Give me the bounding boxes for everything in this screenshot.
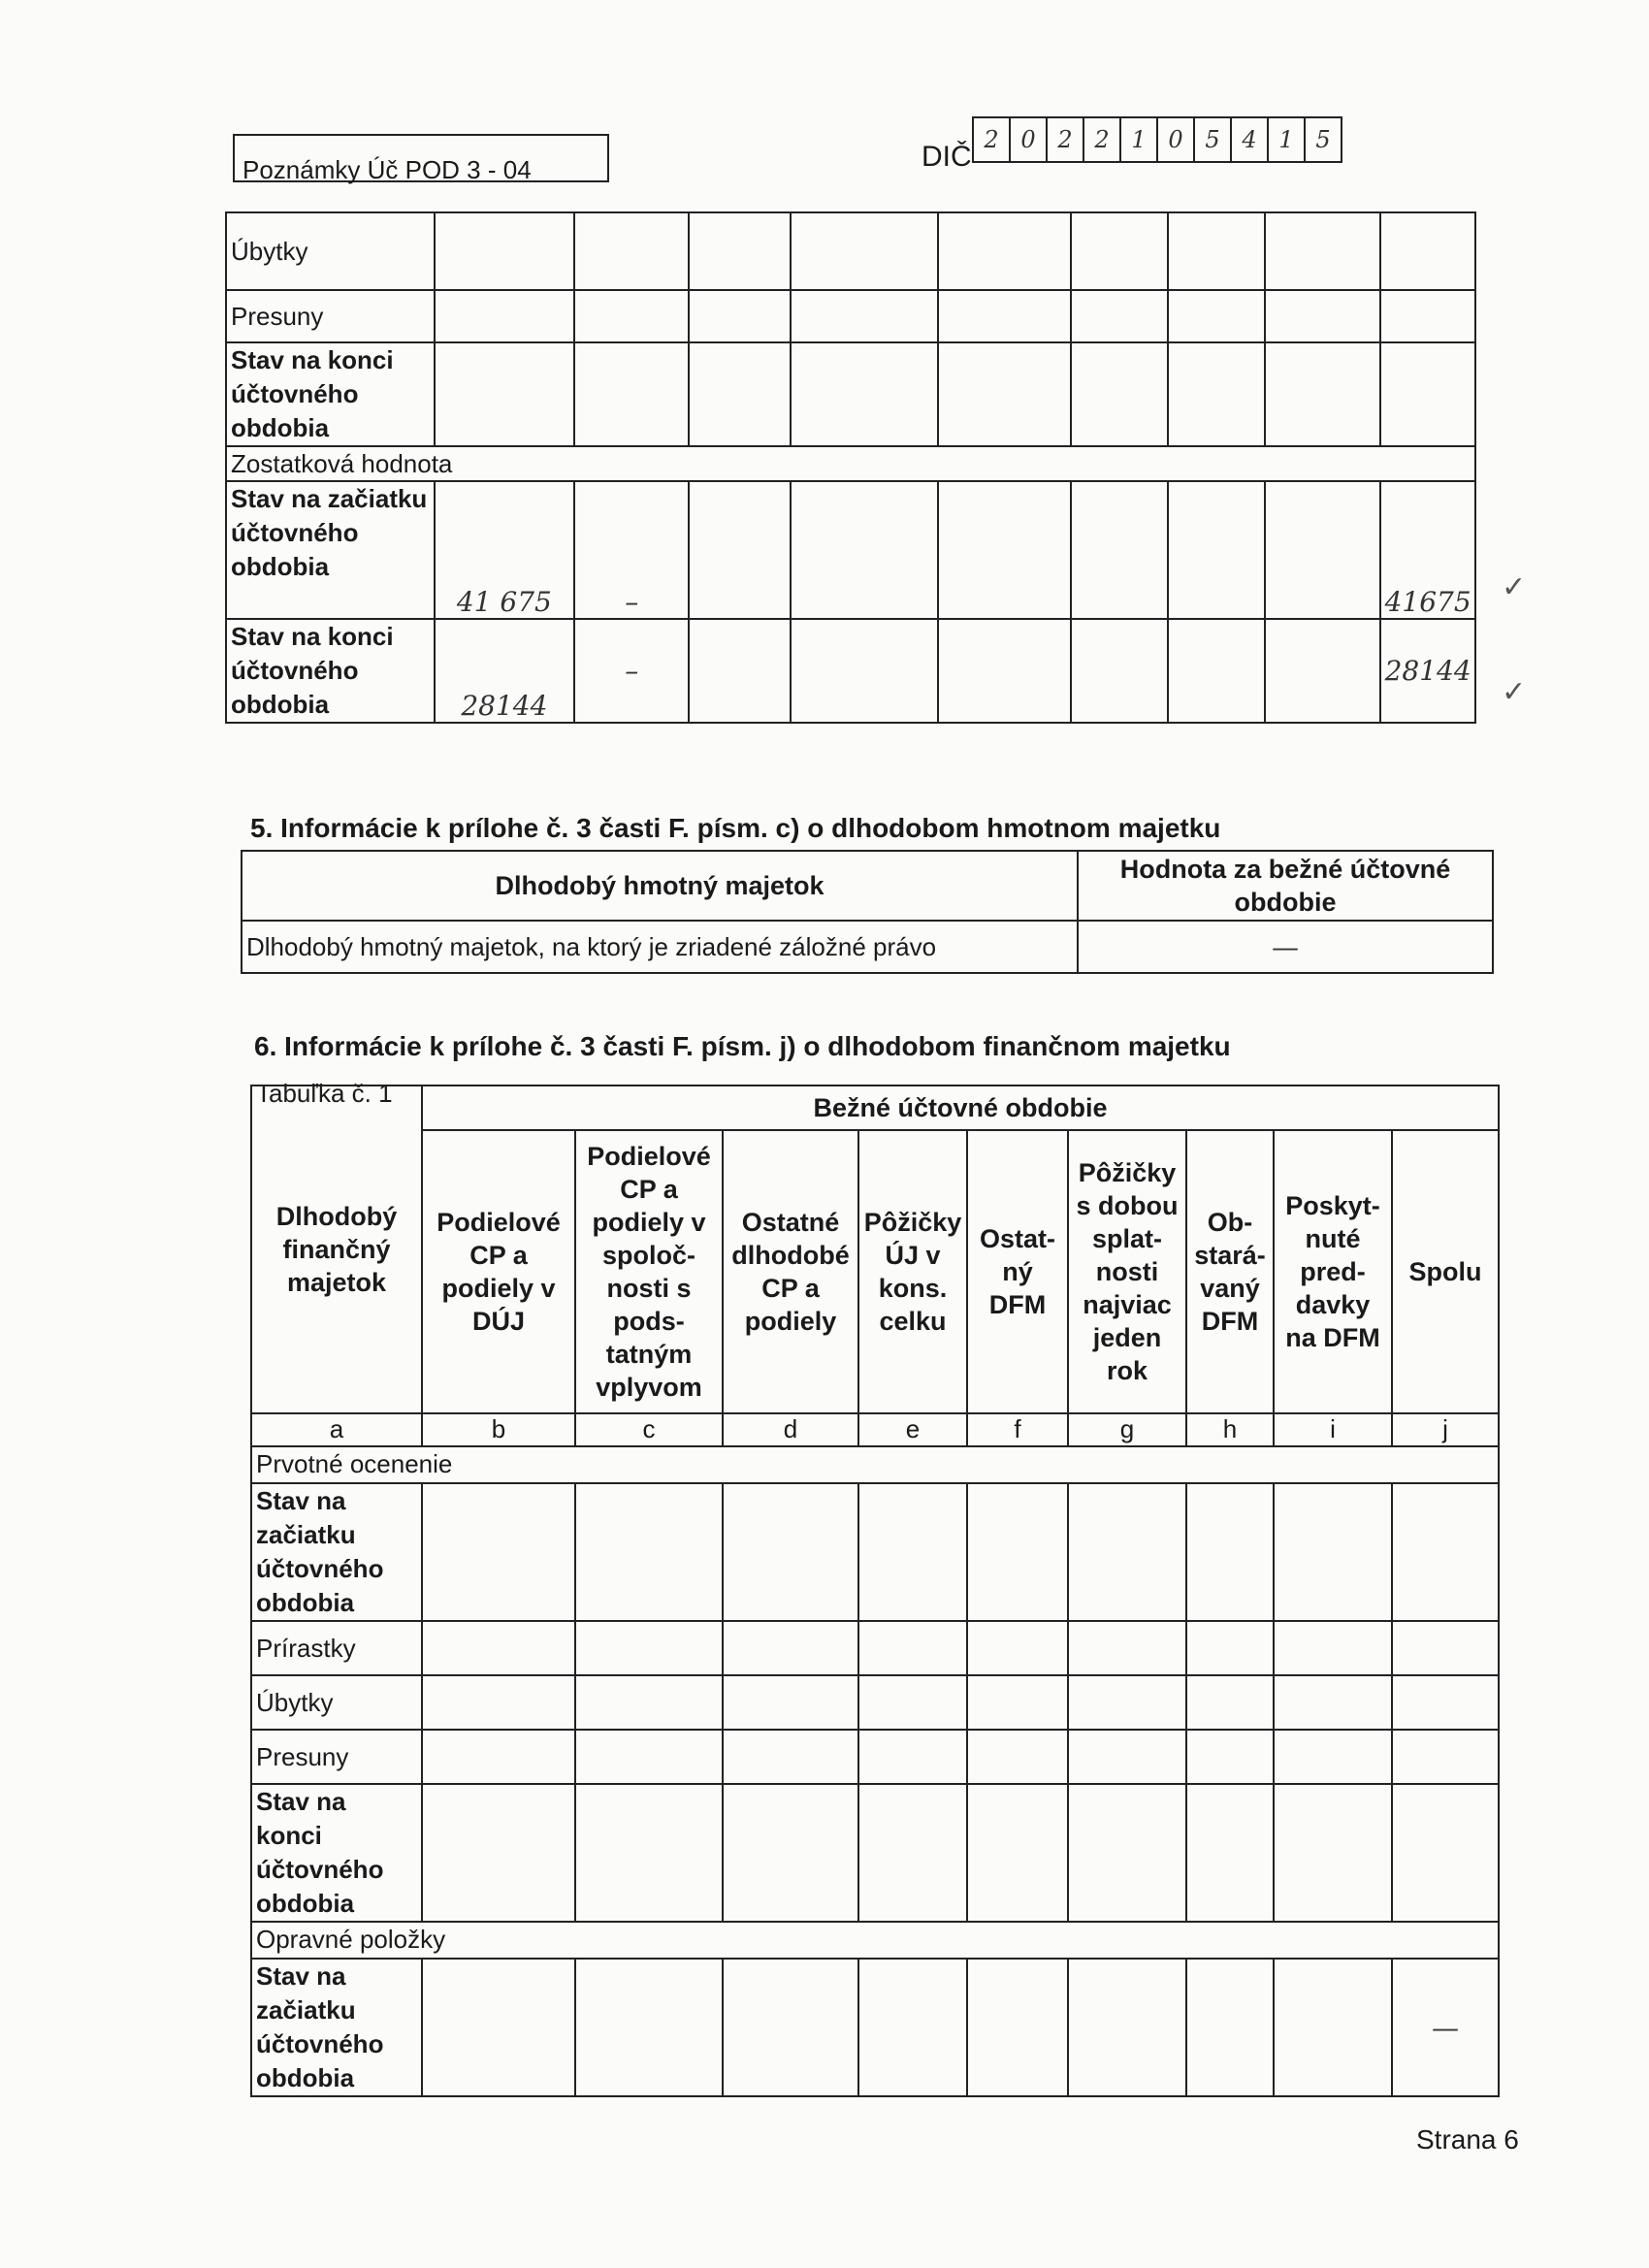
row-label: Stav na konci účtovného obdobia	[226, 619, 435, 723]
row-label: Stav na začiatku účtovného obdobia	[251, 1959, 422, 2096]
section5-table	[241, 850, 1494, 974]
page-number: Strana 6	[1416, 2124, 1519, 2155]
column-header: Dlhodobý hmotný majetok	[242, 851, 1078, 921]
row-label: Opravné položky	[251, 1922, 1499, 1959]
table-row	[251, 1675, 1499, 1730]
row-label: Prírastky	[251, 1621, 422, 1675]
column-header: Ostat- ný DFM	[967, 1130, 1068, 1413]
dic-digit: 2	[974, 118, 1011, 161]
column-header: Pôžičky ÚJ v kons. celku	[858, 1130, 967, 1413]
dic-digit: 1	[1121, 118, 1158, 161]
table-row	[251, 1922, 1499, 1959]
dic-digit: 4	[1232, 118, 1269, 161]
column-letter: a	[251, 1413, 422, 1446]
column-letter: h	[1186, 1413, 1274, 1446]
row-label: Presuny	[226, 290, 435, 342]
dic-label: DIČ	[922, 141, 972, 173]
row-label: Stav na konci účtovného obdobia	[251, 1784, 422, 1922]
column-header	[251, 1085, 422, 1413]
column-header: Pôžičky s dobou splat- nosti najviac jeden rok	[1068, 1130, 1186, 1413]
column-letter: d	[723, 1413, 858, 1446]
column-header: Podielové CP a podiely v DÚJ	[422, 1130, 575, 1413]
table-row	[251, 1446, 1499, 1483]
table-row	[251, 1621, 1499, 1675]
section6-table	[250, 1085, 1500, 2097]
check-mark-icon: ✓	[1502, 570, 1527, 604]
row-label: Úbytky	[226, 212, 435, 290]
table-row	[251, 1730, 1499, 1784]
table-row	[226, 619, 1475, 723]
handwritten-total: 41675	[1384, 586, 1471, 618]
row-label: Dlhodobý hmotný majetok, na ktorý je zriadené záložné právo	[242, 921, 1078, 973]
row-label: Prvotné ocenenie	[251, 1446, 1499, 1483]
column-letter: f	[967, 1413, 1068, 1446]
top-table	[225, 211, 1476, 724]
handwritten-total: 28144	[1384, 655, 1471, 687]
column-header: Spolu	[1392, 1130, 1499, 1413]
row-label: Stav na začiatku účtovného obdobia	[251, 1483, 422, 1621]
column-header-label: Dlhodobý finančný majetok	[275, 1202, 398, 1297]
handwritten-dash: –	[625, 655, 639, 687]
row-label: Stav na začiatku účtovného obdobia	[226, 481, 435, 619]
dic-digit: 2	[1084, 118, 1121, 161]
form-label: Poznámky Úč POD 3 - 04	[242, 155, 532, 184]
row-label: Stav na konci účtovného obdobia	[226, 342, 435, 446]
table-row	[251, 1483, 1499, 1621]
column-letter: g	[1068, 1413, 1186, 1446]
table-row	[226, 212, 1475, 290]
row-label: Úbytky	[251, 1675, 422, 1730]
column-letter: i	[1274, 1413, 1392, 1446]
handwritten-value: 41 675	[456, 586, 552, 618]
table-row	[226, 290, 1475, 342]
dic-digit: 5	[1315, 126, 1331, 153]
handwritten-dash: —	[1272, 930, 1299, 963]
table-row	[251, 1959, 1499, 2096]
dic-digit: 1	[1269, 118, 1306, 161]
dic-digit: 0	[1011, 118, 1048, 161]
column-header: Poskyt- nuté pred- davky na DFM	[1274, 1130, 1392, 1413]
column-letter: b	[422, 1413, 575, 1446]
handwritten-value: 28144	[461, 690, 548, 722]
letter-row	[251, 1413, 1499, 1446]
row-label: Zostatková hodnota	[226, 446, 1475, 481]
handwritten-dash: —	[1432, 2011, 1459, 2044]
section6-title: 6. Informácie k prílohe č. 3 časti F. písm. j) o dlhodobom finančnom majetku	[254, 1031, 1231, 1061]
table-row	[242, 921, 1493, 973]
check-mark-icon: ✓	[1502, 675, 1527, 709]
column-header: Ob- stará- vaný DFM	[1186, 1130, 1274, 1413]
table-row	[226, 446, 1475, 481]
table-row	[226, 342, 1475, 446]
form-label-box	[233, 134, 609, 182]
section5-title: 5. Informácie k prílohe č. 3 časti F. písm. c) o dlhodobom hmotnom majetku	[250, 813, 1221, 843]
section6-subtitle: Tabuľka č. 1	[256, 1079, 393, 1108]
dic-digit: 0	[1158, 118, 1195, 161]
column-header: Ostatné dlhodobé CP a podiely	[723, 1130, 858, 1413]
dic-digit: 2	[1048, 118, 1084, 161]
column-letter: c	[575, 1413, 723, 1446]
handwritten-dash: –	[625, 586, 639, 618]
column-header: Podielové CP a podiely v spoloč- nosti s pods- tatným vplyvom	[575, 1130, 723, 1413]
column-letter: j	[1392, 1413, 1499, 1446]
row-label: Presuny	[251, 1730, 422, 1784]
column-letter: e	[858, 1413, 967, 1446]
period-header: Bežné účtovné obdobie	[422, 1085, 1499, 1130]
dic-digit: 5	[1195, 118, 1232, 161]
table-row	[226, 481, 1475, 619]
column-header: Hodnota za bežné účtovné obdobie	[1078, 851, 1493, 921]
dic-boxes	[972, 116, 1342, 163]
table-row	[251, 1784, 1499, 1922]
